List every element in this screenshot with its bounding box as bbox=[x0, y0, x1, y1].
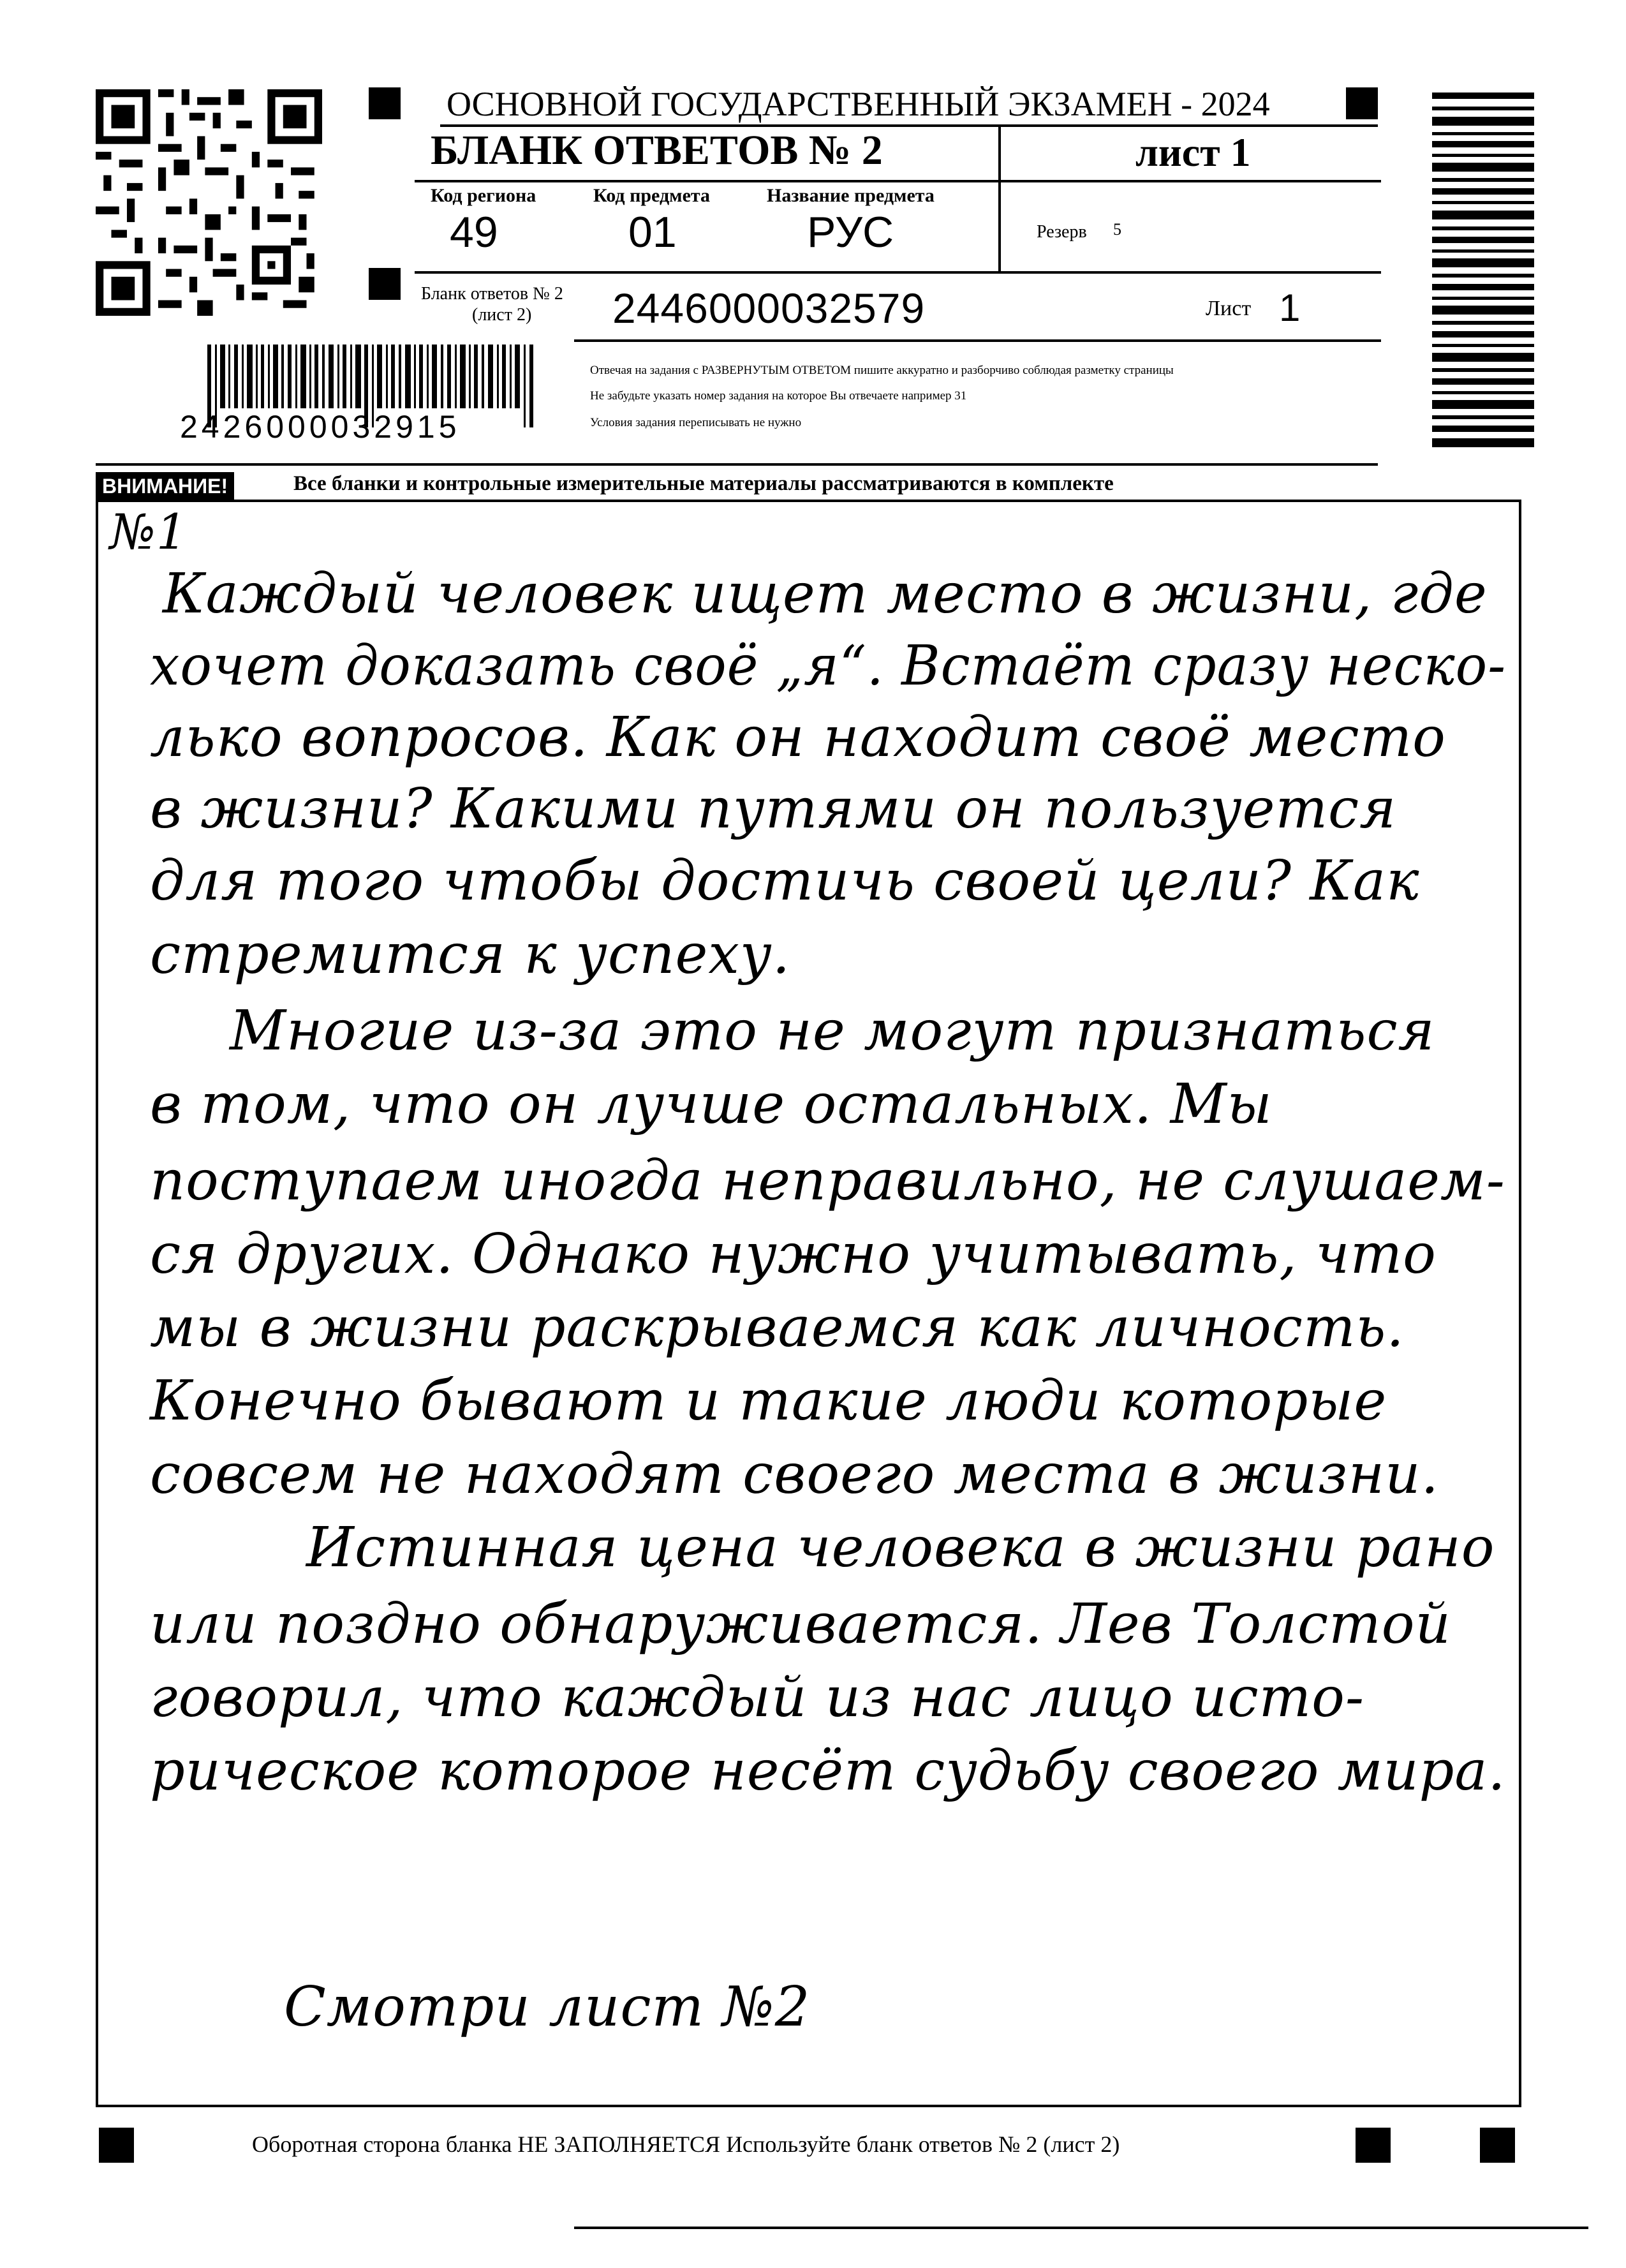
region-code-label: Код региона bbox=[431, 185, 536, 206]
task-number: №1 bbox=[110, 503, 188, 560]
instruction-2: Не забудьте указать номер задания на которое Вы отвечаете например 31 bbox=[590, 389, 967, 403]
continue-note: Смотри лист №2 bbox=[284, 1975, 811, 2039]
answer-line: поступаем иногда неправильно, не слушаем- bbox=[150, 1149, 1505, 1213]
notice-text: Все бланки и контрольные измерительные материалы рассматриваются в комплекте bbox=[293, 472, 1114, 495]
answer-line: мы в жизни раскрываемся как личность. bbox=[150, 1296, 1405, 1360]
answer-line: в том, что он лучше остальных. Мы bbox=[150, 1072, 1273, 1136]
exam-title: ОСНОВНОЙ ГОСУДАРСТВЕННЫЙ ЭКЗАМЕН - 2024 bbox=[447, 85, 1270, 123]
answer-line: совсем не находят своего места в жизни. bbox=[150, 1442, 1439, 1506]
answer-line: для того чтобы достичь своей цели? Как bbox=[150, 849, 1420, 913]
notice-badge: ВНИМАНИЕ! bbox=[96, 472, 234, 500]
form-title: БЛАНК ОТВЕТОВ № 2 bbox=[431, 127, 883, 174]
answer-line: Истинная цена человека в жизни рано bbox=[306, 1516, 1495, 1580]
answer-line: Многие из-за это не могут признаться bbox=[230, 999, 1435, 1063]
answer-line: хочет доказать своё „я“. Встаёт сразу неско- bbox=[150, 634, 1506, 698]
reserve-label: Резерв bbox=[1037, 222, 1087, 242]
subject-code: 01 bbox=[628, 208, 677, 256]
sheet2-label-line1: Бланк ответов № 2 bbox=[421, 284, 563, 304]
subject-name: РУС bbox=[807, 208, 894, 256]
region-code: 49 bbox=[450, 208, 498, 256]
sheet2-label-line2: (лист 2) bbox=[472, 305, 532, 325]
answer-line: Конечно бывают и такие люди которые bbox=[150, 1369, 1387, 1433]
answer-line: или поздно обнаруживается. Лев Толстой bbox=[150, 1592, 1451, 1656]
sheet2-number: 2446000032579 bbox=[612, 285, 926, 332]
barcode-number: 2426000032915 bbox=[180, 409, 461, 445]
answer-line: в жизни? Какими путями он пользуется bbox=[150, 777, 1397, 841]
page-number: 1 bbox=[1279, 286, 1301, 329]
answer-line: лько вопросов. Как он находит своё место bbox=[150, 706, 1446, 769]
answer-line: Каждый человек ищет место в жизни, где bbox=[163, 562, 1488, 626]
answer-line: ся других. Однако нужно учитывать, что bbox=[150, 1222, 1437, 1286]
answer-line: рическое которое несёт судьбу своего мира. bbox=[150, 1739, 1506, 1803]
reserve-value: 5 bbox=[1113, 220, 1121, 239]
footer-rule bbox=[574, 2227, 1588, 2229]
footer-text: Оборотная сторона бланка НЕ ЗАПОЛНЯЕТСЯ Используйте бланк ответов № 2 (лист 2) bbox=[252, 2131, 1120, 2157]
page-label: Лист bbox=[1206, 297, 1252, 320]
instruction-1: Отвечая на задания с РАЗВЕРНУТЫМ ОТВЕТОМ пишите аккуратно и разборчиво соблюдая разметку страницы bbox=[590, 364, 1174, 377]
answer-line: стремится к успеху. bbox=[150, 923, 791, 986]
instruction-3: Условия задания переписывать не нужно bbox=[590, 416, 802, 429]
subject-name-label: Название предмета bbox=[767, 185, 935, 206]
answer-line: говорил, что каждый из нас лицо исто- bbox=[150, 1666, 1365, 1730]
sheet-label: лист 1 bbox=[1135, 130, 1251, 175]
subject-code-label: Код предмета bbox=[593, 185, 710, 206]
